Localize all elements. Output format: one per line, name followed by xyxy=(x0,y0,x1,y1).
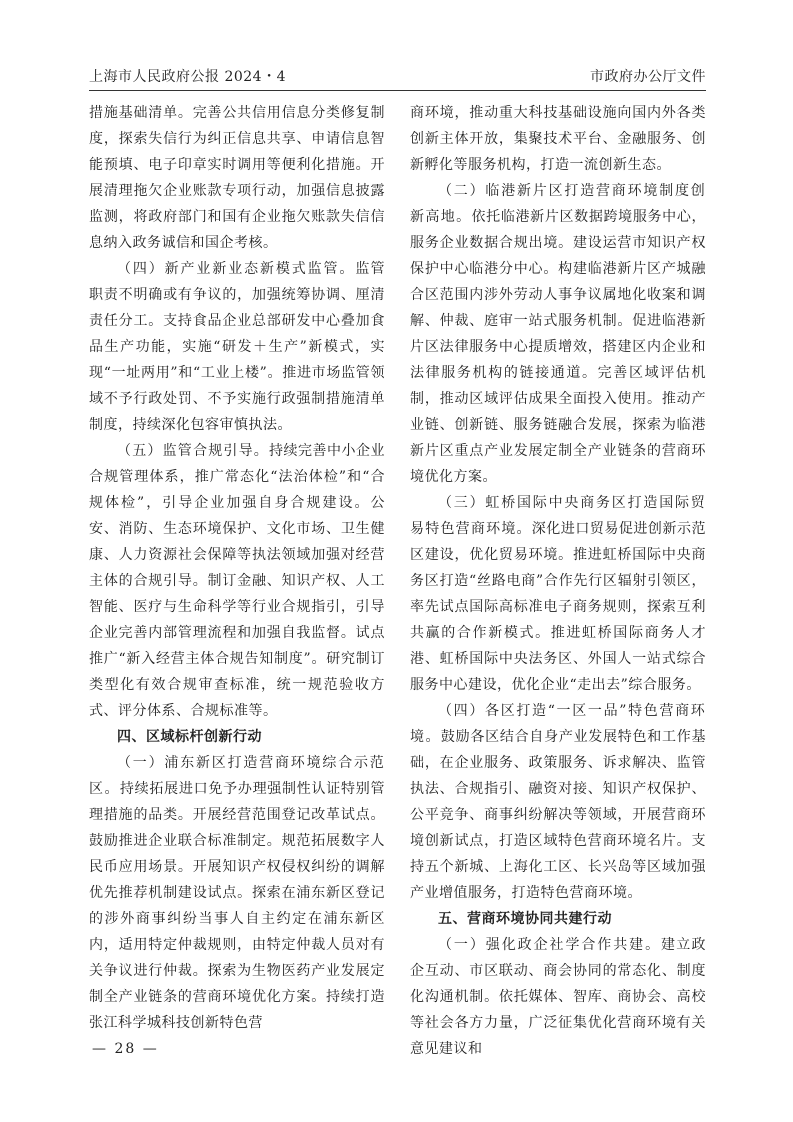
section-title: 市政府办公厅文件 xyxy=(590,69,706,85)
paragraph xyxy=(89,438,385,724)
paragraph-lead: （二）临港新片区打造营商环境制度创新高地。 xyxy=(410,183,706,225)
paragraph xyxy=(410,490,706,698)
page-header xyxy=(89,64,706,91)
page-number: — 28 — xyxy=(92,1041,159,1057)
paragraph-text: 鼓励各区结合自身产业发展特色和工作基础，在企业服务、政策服务、诉求解决、监管执法、合规指引、融资对接、知识产权保护、公平竞争、商事纠纷解决等领域，开展营商环境创新试点，打造区域特色营商环境名片。支持五个新城、上海化工区、长兴岛等区域加强产业增值服务，打造特色营商环境。 xyxy=(410,729,706,901)
paragraph-text: 商环境，推动重大科技基础设施向国内外各类创新主体开放，集聚技术平台、金融服务、创新孵化等服务机构，打造一流创新生态。 xyxy=(410,105,706,173)
paragraph-lead: （一）强化政企社学合作共建。 xyxy=(438,937,662,953)
paragraph-text: 建立政企互动、市区联动、商会协同的常态化、制度化沟通机制。依托媒体、智库、商协会、高校等社会各方力量，广泛征集优化营商环境有关意见建议和 xyxy=(410,937,706,1057)
paragraph xyxy=(89,100,385,256)
paragraph xyxy=(410,932,706,1062)
paragraph-text: 依托临港新片区数据跨境服务中心，服务企业数据合规出境。建设运营市知识产权保护中心临港分中心。构建临港新片区产城融合区范围内涉外劳动人事争议属地化收案和调解、仲裁、庭审一站式服务机制。促进临港新片区法律服务中心提质增效，搭建区内企业和法律服务机构的链接通道。完善区域评估机制，推动区域评估成果全面投入使用。推动产业链、创新链、服务链融合发展，探索为临港新片区重点产业发展定制全产业链条的营商环境优化方案。 xyxy=(410,209,706,485)
paragraph-lead: （三）虹桥国际中央商务区打造国际贸易特色营商环境。 xyxy=(410,495,706,537)
journal-title: 上海市人民政府公报 2024・4 xyxy=(89,69,286,85)
paragraph-text: 持续拓展进口免予办理强制性认证特别管理措施的品类。开展经营范围登记改革试点。鼓励推进企业联合标准制定。规范拓展数字人民币应用场景。开展知识产权侵权纠纷的调解优先推荐机制建设试点。探索在浦东新区登记的涉外商事纠纷当事人自主约定在浦东新区内，适用特定仲裁规则，由特定仲裁人员对有关争议进行仲裁。探索为生物医药产业发展定制全产业链条的营商环境优化方案。持续打造张江科学城科技创新特色营 xyxy=(89,781,385,1031)
paragraph-lead: （五）监管合规引导。 xyxy=(117,443,269,459)
paragraph-lead: （一）浦东新区打造营商环境综合示范区。 xyxy=(89,755,385,797)
left-column xyxy=(89,100,385,1036)
left-column-wrapper xyxy=(89,100,385,1060)
paragraph xyxy=(89,750,385,1036)
section-heading: 四、区域标杆创新行动 xyxy=(117,729,262,745)
paragraph-text: 监管职责不明确或有争议的，加强统筹协调、厘清责任分工。支持食品企业总部研发中心叠加食品生产功能，实施“研发＋生产”新模式，实现“一址两用”和“工业上楼”。推进市场监管领域不予行政处罚、不予实施行政强制措施清单制度，持续深化包容审慎执法。 xyxy=(89,261,385,433)
right-column-wrapper xyxy=(410,100,706,1062)
paragraph xyxy=(410,698,706,906)
right-column xyxy=(410,100,706,1062)
paragraph-text: 持续完善中小企业合规管理体系，推广常态化“法治体检”和“合规体检”，引导企业加强自身合规建设。公安、消防、生态环境保护、文化市场、卫生健康、人力资源社会保障等执法领域加强对经营主体的合规引导。制订金融、知识产权、人工智能、医疗与生命科学等行业合规指引，引导企业完善内部管理流程和加强自我监督。试点推广“新入经营主体合规告知制度”。研究制订类型化有效合规审查标准，统一规范验收方式、评分体系、合规标准等。 xyxy=(89,443,385,719)
paragraph-text: 措施基础清单。完善公共信用信息分类修复制度，探索失信行为纠正信息共享、申请信息智能预填、电子印章实时调用等便利化措施。开展清理拖欠企业账款专项行动，加强信息披露监测，将政府部门和国有企业拖欠账款失信信息纳入政务诚信和国企考核。 xyxy=(89,105,385,251)
paragraph-lead: （四）新产业新业态新模式监管。 xyxy=(117,261,356,277)
paragraph xyxy=(410,178,706,490)
section-heading: 五、营商环境协同共建行动 xyxy=(438,911,612,927)
paragraph-text: 深化进口贸易促进创新示范区建设，优化贸易环境。推进虹桥国际中央商务区打造“丝路电商”合作先行区辐射引领区，率先试点国际高标准电子商务规则，探索互利共赢的合作新模式。推进虹桥国际商务人才港、虹桥国际中央法务区、外国人一站式综合服务中心建设，优化企业“走出去”综合服务。 xyxy=(410,521,706,693)
paragraph-lead: （四）各区打造“一区一品”特色营商环境。 xyxy=(410,703,706,745)
paragraph xyxy=(89,256,385,438)
paragraph xyxy=(410,100,706,178)
